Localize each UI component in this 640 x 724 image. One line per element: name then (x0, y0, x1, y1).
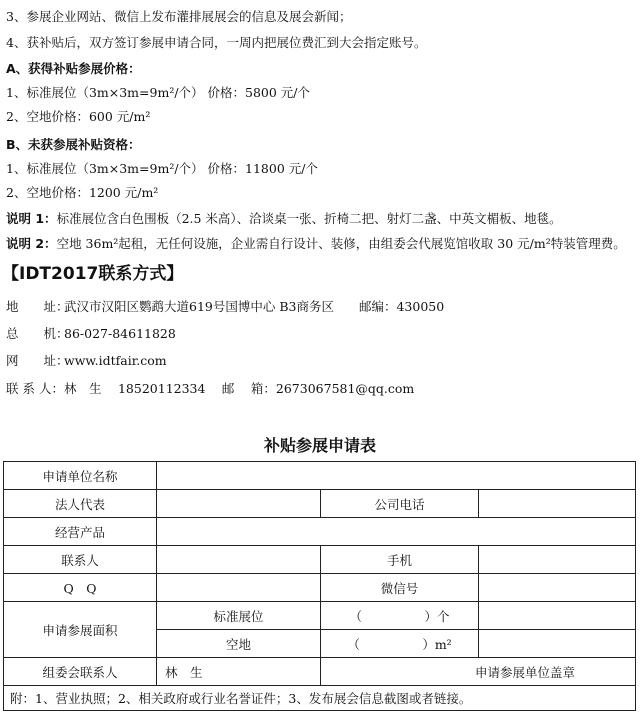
mobile-input[interactable] (479, 546, 636, 574)
unit-name-label: 申请单位名称 (4, 462, 157, 490)
requirement-item-3: 3、参展企业网站、微信上发布灌排展展会的信息及展会新闻； (6, 9, 352, 24)
attachment-note: 附：1、营业执照；2、相关政府或行业名誉证件；3、发布展会信息截图或者链接。 (4, 686, 636, 711)
open-space-extra[interactable] (479, 630, 636, 658)
note-1 (6, 210, 562, 228)
wechat-input[interactable] (479, 574, 636, 602)
phone-label: 总 机： (6, 326, 69, 341)
section-b-title: B、未获参展补贴资格： (6, 137, 141, 152)
open-space-area[interactable]: （ ）m² (321, 630, 479, 658)
contact-person-row (6, 380, 414, 398)
standard-booth-extra[interactable] (479, 602, 636, 630)
section-b-open-space: 2、空地价格：1200 元/m² (6, 185, 159, 200)
wechat-label: 微信号 (321, 574, 479, 602)
table-row (4, 518, 636, 546)
table-row (4, 602, 636, 630)
table-row (4, 462, 636, 490)
standard-booth-label: 标准展位 (157, 602, 321, 630)
products-label: 经营产品 (4, 518, 157, 546)
contact-heading: 【IDT2017联系方式】 (2, 264, 184, 284)
open-space-label: 空地 (157, 630, 321, 658)
organizer-contact-label: 组委会联系人 (4, 658, 157, 686)
form-title: 补贴参展申请表 (263, 436, 376, 455)
section-a-open-space: 2、空地价格：600 元/m² (6, 109, 151, 124)
legal-rep-input[interactable] (157, 490, 321, 518)
contact-person-label: 联系人 (4, 546, 157, 574)
products-input[interactable] (157, 518, 636, 546)
note-2-text: 空地 36m²起租，无任何设施，企业需自行设计、装修，由组委会代展览馆收取 30 元/m²特装管理费。 (56, 236, 626, 251)
standard-booth-count[interactable]: （ ）个 (321, 602, 479, 630)
section-a-standard-booth: 1、标准展位（3m×3m=9m²/个） 价格：5800 元/个 (6, 85, 311, 100)
legal-rep-label: 法人代表 (4, 490, 157, 518)
person-label: 联 系 人： (6, 381, 64, 396)
person-value: 林 生 18520112334 邮 箱：2673067581@qq.com (64, 381, 415, 396)
qq-label: Q Q (4, 574, 157, 602)
qq-input[interactable] (157, 574, 321, 602)
contact-person-input[interactable] (157, 546, 321, 574)
mobile-label: 手机 (321, 546, 479, 574)
section-a-title: A、获得补贴参展价格： (6, 61, 141, 76)
table-row (4, 490, 636, 518)
area-label: 申请参展面积 (4, 602, 157, 658)
note-2-label: 说明 2： (6, 236, 57, 251)
section-b-standard-booth: 1、标准展位（3m×3m=9m²/个） 价格：11800 元/个 (6, 161, 318, 176)
table-row (4, 686, 636, 711)
contact-address-row (6, 298, 444, 316)
phone-value: 86-027-84611828 (64, 326, 176, 341)
note-1-label: 说明 1： (6, 211, 57, 226)
seal-label: 申请参展单位盖章 (321, 658, 636, 686)
table-row (4, 658, 636, 686)
unit-name-input[interactable] (157, 462, 636, 490)
website-link[interactable]: www.idtfair.com (64, 353, 167, 368)
company-phone-input[interactable] (479, 490, 636, 518)
table-row (4, 546, 636, 574)
address-value: 武汉市汉阳区鹦鹉大道619号国博中心 B3商务区 邮编：430050 (64, 299, 445, 314)
application-form-table (3, 461, 636, 711)
website-label: 网 址： (6, 353, 69, 368)
company-phone-label: 公司电话 (321, 490, 479, 518)
note-1-text: 标准展位含白色围板（2.5 米高）、洽谈桌一张、折椅二把、射灯二盏、中英文楣板、地毯。 (56, 211, 562, 226)
requirement-item-4: 4、获补贴后，双方签订参展申请合同，一周内把展位费汇到大会指定账号。 (6, 35, 427, 50)
note-2 (6, 235, 626, 253)
table-row (4, 574, 636, 602)
contact-phone-row (6, 325, 176, 343)
contact-website-row (6, 352, 167, 370)
address-label: 地 址： (6, 299, 69, 314)
organizer-contact-name: 林 生 (157, 658, 321, 686)
